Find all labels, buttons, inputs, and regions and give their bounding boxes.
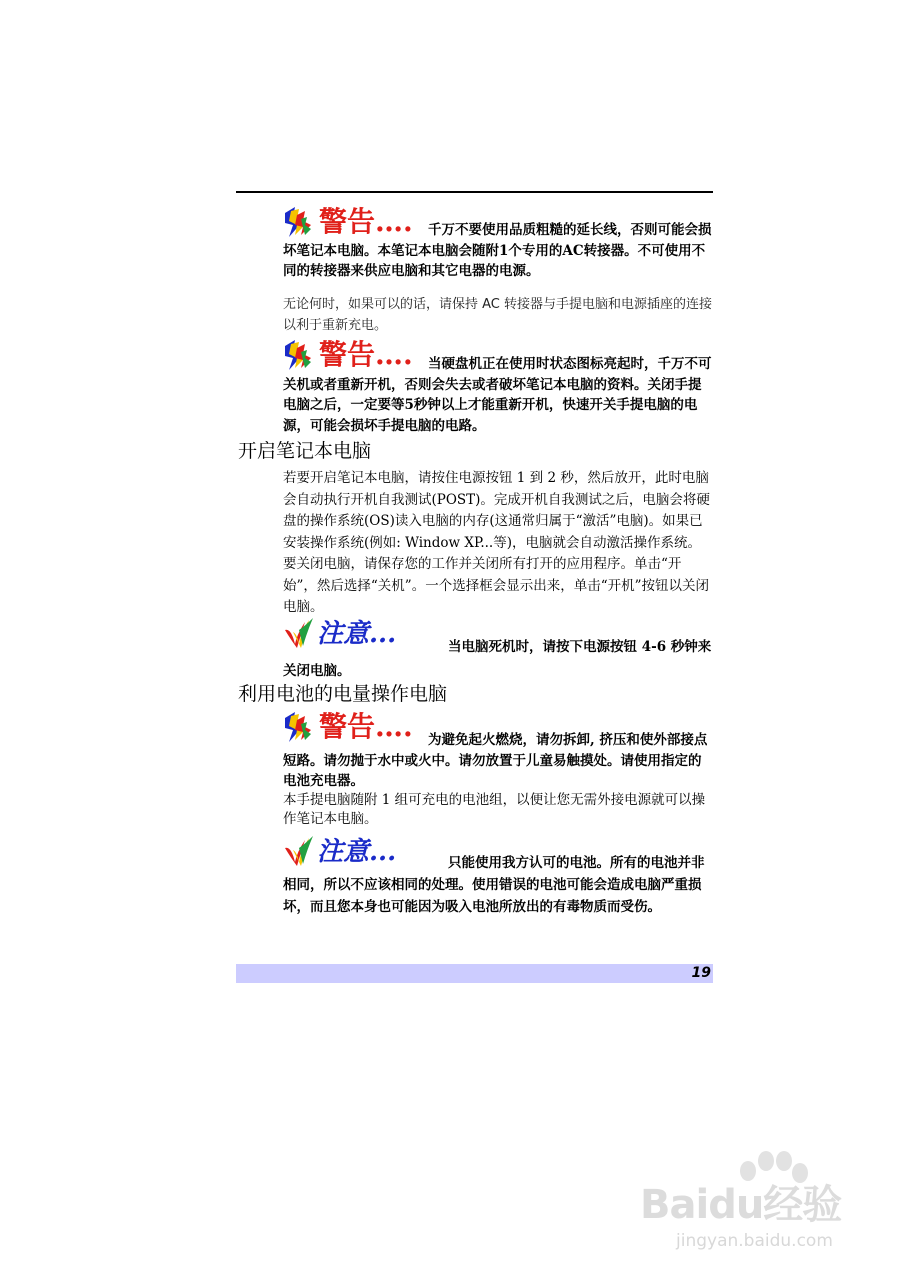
warning-2: [283, 354, 713, 436]
top-rule: [236, 191, 713, 193]
note-badge-text: 注意...: [317, 837, 397, 867]
section-2-note: [283, 852, 713, 918]
section-2-warning: [283, 730, 713, 792]
warning-badge-text: 警告….: [319, 710, 413, 743]
watermark-url: jingyan.baidu.com: [676, 1231, 833, 1251]
badge-spacer: [283, 221, 428, 241]
section-1-note: [283, 635, 713, 683]
section-2-warning-text: 为避免起火燃烧，请勿拆卸, 挤压和使外部接点短路。请勿抛于水中或火中。请勿放置于儿童易触摸处。请使用指定的电池充电器。: [283, 732, 708, 789]
badge-spacer: [283, 731, 428, 751]
baidu-watermark: [640, 1155, 890, 1265]
badge-spacer: [283, 854, 448, 874]
warning-1: [283, 220, 713, 282]
warning-badge-text: 警告….: [319, 338, 413, 371]
note-badge-text: 注意...: [317, 619, 397, 649]
footer-bar: [236, 964, 713, 983]
section-1-body-text: 若要开启笔记本电脑，请按住电源按钮 1 到 2 秒，然后放开，此时电脑会自动执行开机自我测试(POST)。完成开机自我测试之后，电脑会将硬盘的操作系统(OS)读入电脑的内存(这通常归属于“激活”电脑)。如果已安装操作系统(例如: Window XP...等)，电脑就会自动激活操作系统。要关闭电脑，请保存您的工作并关闭所有打开的应用程序。单击“开始”，然后选择“关机”。一个选择框会显示出来，单击“开机”按钮以关闭电脑。: [283, 470, 710, 615]
paragraph-ac-adapter: [283, 295, 713, 336]
paragraph-ac-adapter-text: 无论何时，如果可以的话，请保持 AC 转接器与手提电脑和电源插座的连接以利于重新充电。: [283, 297, 713, 333]
badge-spacer: [283, 639, 448, 659]
warning-1-text: 千万不要使用品质粗糙的延长线，否则可能会损坏笔记本电脑。本笔记本电脑会随附1个专用的AC转接器。不可使用不同的转接器来供应电脑和其它电器的电源。: [283, 222, 712, 279]
section-heading-battery: 利用电池的电量操作电脑: [238, 683, 448, 705]
section-2-body: [283, 791, 713, 829]
section-2-body-text: 本手提电脑随附 1 组可充电的电池组，以便让您无需外接电源就可以操作笔记本电脑。: [283, 792, 706, 827]
section-1-note-text: 当电脑死机时，请按下电源按钮 4-6 秒钟来关闭电脑。: [283, 639, 712, 679]
section-heading-power-on: 开启笔记本电脑: [238, 440, 372, 462]
section-2-note-text: 只能使用我方认可的电池。所有的电池并非相同，所以不应该相同的处理。使用错误的电池可能会造成电脑严重损坏，而且您本身也可能因为吸入电池所放出的有毒物质而受伤。: [283, 855, 705, 915]
section-1-body: [283, 468, 713, 619]
warning-badge-text: 警告….: [319, 205, 413, 238]
warning-2-text: 当硬盘机正在使用时状态图标亮起时，千万不可关机或者重新开机，否则会失去或者破坏笔记本电脑的资料。关闭手提电脑之后，一定要等5秒钟以上才能重新开机，快速开关手提电脑的电源，可能会损坏手提电脑的电路。: [283, 356, 712, 434]
badge-spacer: [283, 355, 428, 375]
watermark-brand: Baidu经验: [640, 1182, 842, 1228]
page-number: 19: [691, 965, 711, 981]
